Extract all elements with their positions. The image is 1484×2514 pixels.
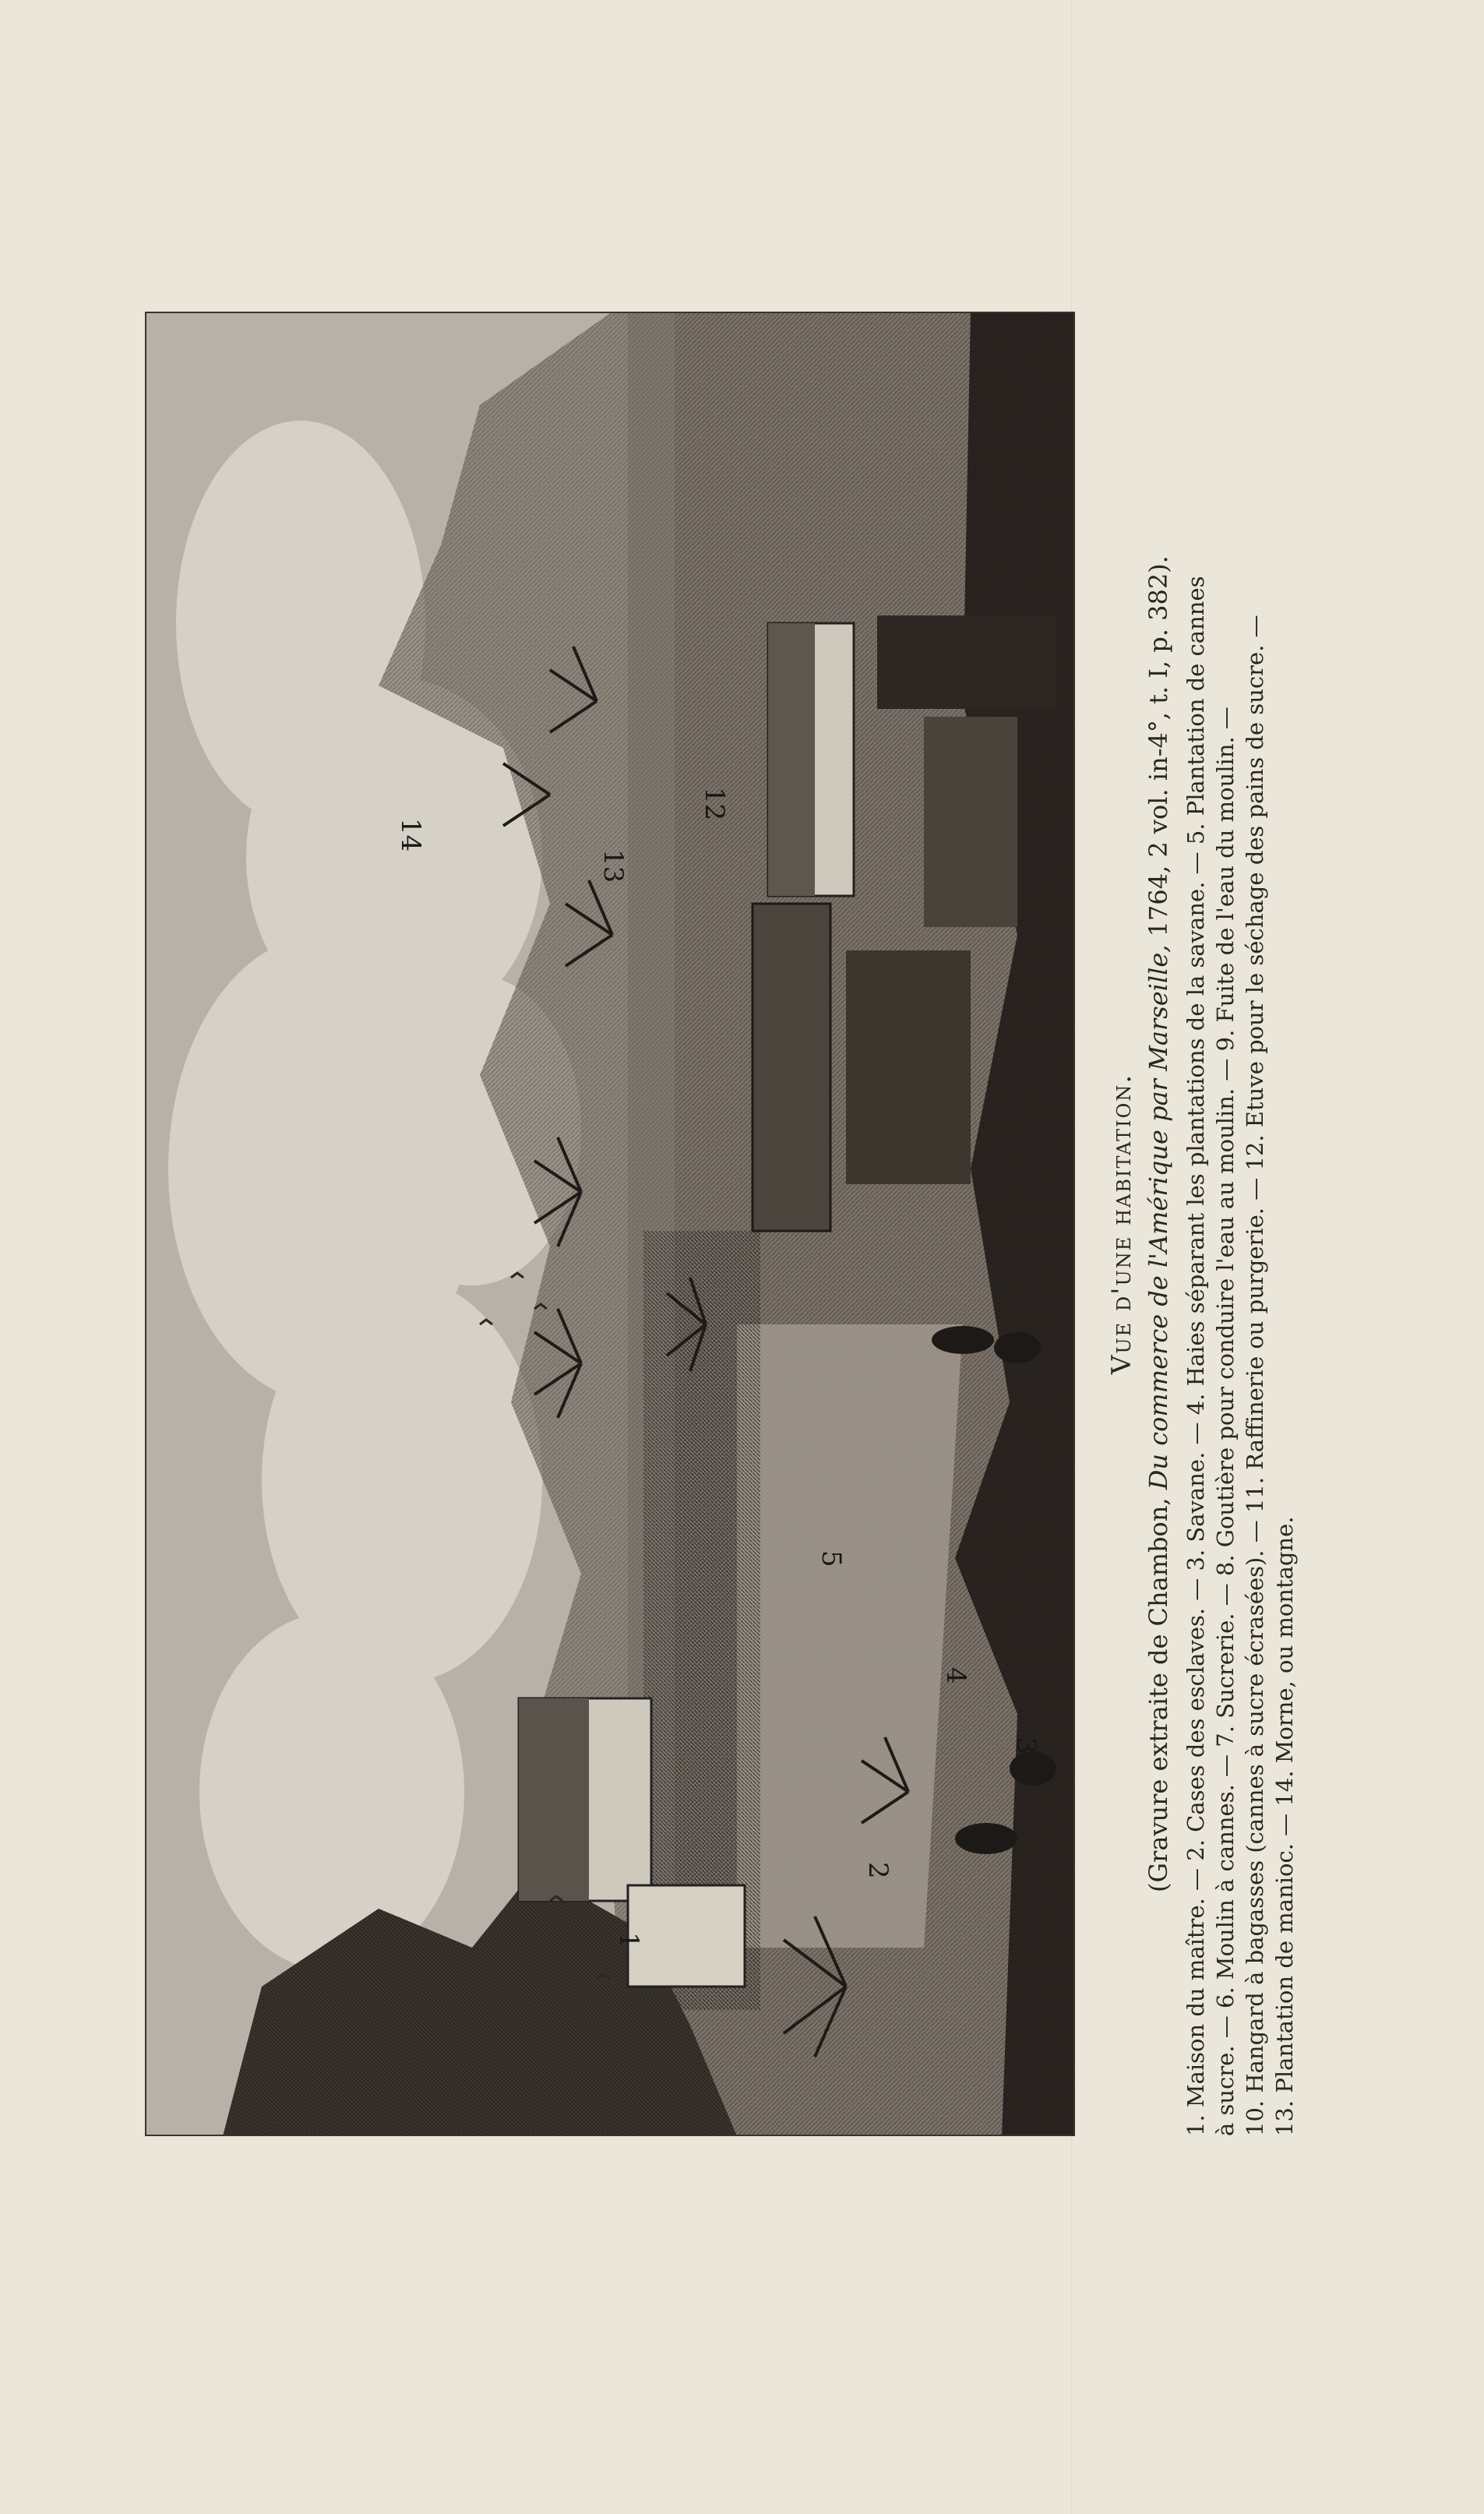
plate-label-5: 5 — [816, 1550, 847, 1567]
engraving-plate — [145, 312, 1075, 2136]
plate-label-12: 12 — [699, 787, 730, 821]
caption-source-title: Du commerce de l'Amérique par Marseille, — [1144, 944, 1173, 1490]
legend-line-2: à sucre. — 6. Moulin à cannes. — 7. Sucrerie. — 8. Goutière pour conduire l'eau au moulin. — 9. Fuite de l'eau du moulin. — — [1212, 707, 1239, 2136]
caption-source — [1144, 312, 1173, 2136]
plate-label-14: 14 — [395, 818, 426, 852]
legend-line-3: 10. Hangard à bagasses (cannes à sucre écrasées). — 11. Raffinerie ou purgerie. — 12. Etuve pour le séchage des pains de sucre. — — [1242, 615, 1268, 2136]
plate-label-1: 1 — [613, 1932, 644, 1949]
plate-label-13: 13 — [597, 849, 629, 883]
plate-label-2: 2 — [862, 1862, 894, 1879]
caption-legend — [1181, 312, 1299, 2136]
caption-source-prefix: (Gravure extraite de Chambon, — [1144, 1497, 1173, 1892]
legend-line-1: 1. Maison du maître. — 2. Cases des esclaves. — 3. Savane. — 4. Haies séparant les plantations de la savane. — 5. Plantation de cannes — [1183, 576, 1209, 2136]
caption-source-suffix: 1764, 2 vol. in-4°, t. I, p. 382). — [1144, 555, 1173, 937]
figure-caption — [1106, 312, 1363, 2136]
plate-label-4: 4 — [940, 1667, 971, 1684]
legend-line-4: 13. Plantation de manioc. — 14. Morne, ou montagne. — [1271, 1516, 1298, 2136]
caption-title: Vue d'une habitation. — [1106, 1073, 1137, 1375]
plantation-engraving — [145, 312, 1075, 2136]
plate-label-3: 3 — [1010, 1737, 1042, 1754]
